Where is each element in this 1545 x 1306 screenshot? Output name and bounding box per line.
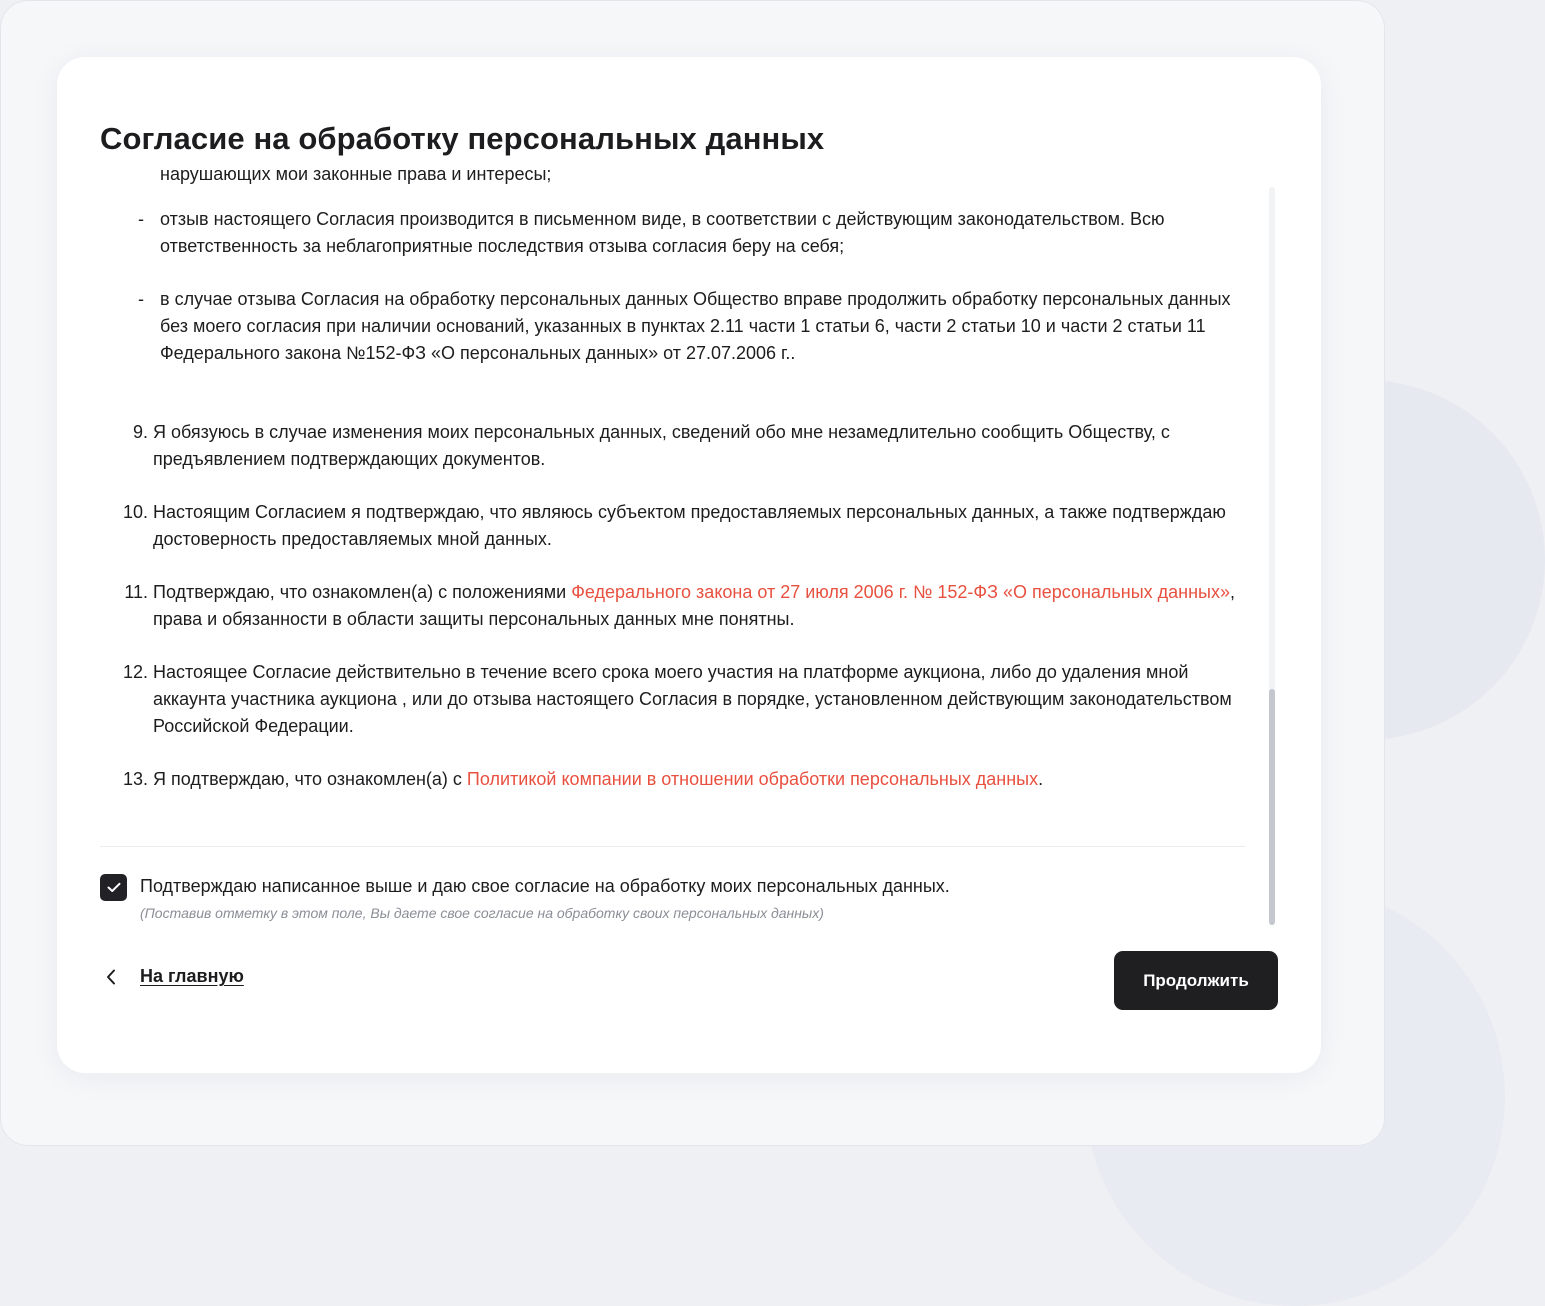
federal-law-link[interactable]: Федерального закона от 27 июля 2006 г. № 152-ФЗ «О персональных данных» xyxy=(571,582,1231,602)
item-text-before-link: Я подтверждаю, что ознакомлен(а) с xyxy=(153,769,467,789)
list-dash: - xyxy=(138,209,144,229)
consent-modal xyxy=(57,57,1321,1073)
item-number: 9. xyxy=(132,422,148,442)
numbered-item-13 xyxy=(100,766,1245,793)
list-dash: - xyxy=(138,289,144,309)
continue-button[interactable]: Продолжить xyxy=(1114,951,1278,1010)
cut-off-text: нарушающих мои законные права и интересы; xyxy=(160,164,552,184)
item-number: 13. xyxy=(122,769,148,789)
numbered-item-9 xyxy=(100,419,1245,473)
consent-checkbox[interactable] xyxy=(100,874,127,901)
item-text xyxy=(153,769,1043,789)
item-text-after-link: . xyxy=(1038,769,1044,789)
consent-text-scroll-area[interactable] xyxy=(100,164,1245,846)
list-item xyxy=(100,161,1245,188)
scrollbar-thumb[interactable] xyxy=(1269,689,1275,925)
privacy-policy-link[interactable]: Политикой компании в отношении обработки персональных данных xyxy=(466,769,1039,789)
divider xyxy=(100,846,1245,847)
consent-label[interactable]: Подтверждаю написанное выше и даю свое согласие на обработку моих персональных данных. xyxy=(140,876,950,896)
numbered-item-11 xyxy=(100,579,1245,633)
chevron-left-icon xyxy=(106,969,116,985)
item-text: Я обязуюсь в случае изменения моих персональных данных, сведений обо мне незамедлительно сообщить Обществу, с предъявлением подтверждающих документов. xyxy=(153,422,1170,469)
item-text: Настоящее Согласие действительно в течение всего срока моего участия на платформе аукциона, либо до удаления мной аккаунта участника аукциона , или до отзыва настоящего Согласия в порядке, установленном действующим законодательством Российской Федерации. xyxy=(153,662,1232,736)
consent-note: (Поставив отметку в этом поле, Вы даете свое согласие на обработку своих персональных данных) xyxy=(140,905,824,921)
checkmark-icon xyxy=(107,882,121,893)
back-label[interactable]: На главную xyxy=(140,966,244,986)
scrollbar[interactable] xyxy=(1269,187,1275,925)
list-item xyxy=(100,206,1245,260)
item-number: 12. xyxy=(122,662,148,682)
item-number: 11. xyxy=(124,582,148,602)
numbered-item-12 xyxy=(100,659,1245,740)
numbered-item-10 xyxy=(100,499,1245,553)
item-text xyxy=(153,582,1235,629)
spacer xyxy=(100,393,1245,419)
list-item-text: отзыв настоящего Согласия производится в письменном виде, в соответствии с действующим законодательством. Всю ответственность за неблагоприятные последствия отзыва согласия беру на себя; xyxy=(160,209,1165,256)
back-to-home-link[interactable] xyxy=(106,966,244,987)
list-item-text: в случае отзыва Согласия на обработку персональных данных Общество вправе продолжить обработку персональных данных без моего согласия при наличии оснований, указанных в пунктах 2.11 части 1 статьи 6, части 2 статьи 10 и части 2 статьи 11 Федерального закона №152-ФЗ «О персональных данных» от 27.07.2006 г.. xyxy=(160,289,1231,363)
list-item xyxy=(100,286,1245,367)
item-text-before-link: Подтверждаю, что ознакомлен(а) с положениями xyxy=(153,582,572,602)
item-text-after-link: , права и обязанности в области защиты персональных данных мне понятны. xyxy=(153,582,1236,629)
item-number: 10. xyxy=(122,502,148,522)
consent-text xyxy=(100,161,1245,819)
item-text: Настоящим Согласием я подтверждаю, что являюсь субъектом предоставляемых персональных данных, а также подтверждаю достоверность предоставляемых мной данных. xyxy=(153,502,1226,549)
modal-title: Согласие на обработку персональных данных xyxy=(100,121,825,156)
